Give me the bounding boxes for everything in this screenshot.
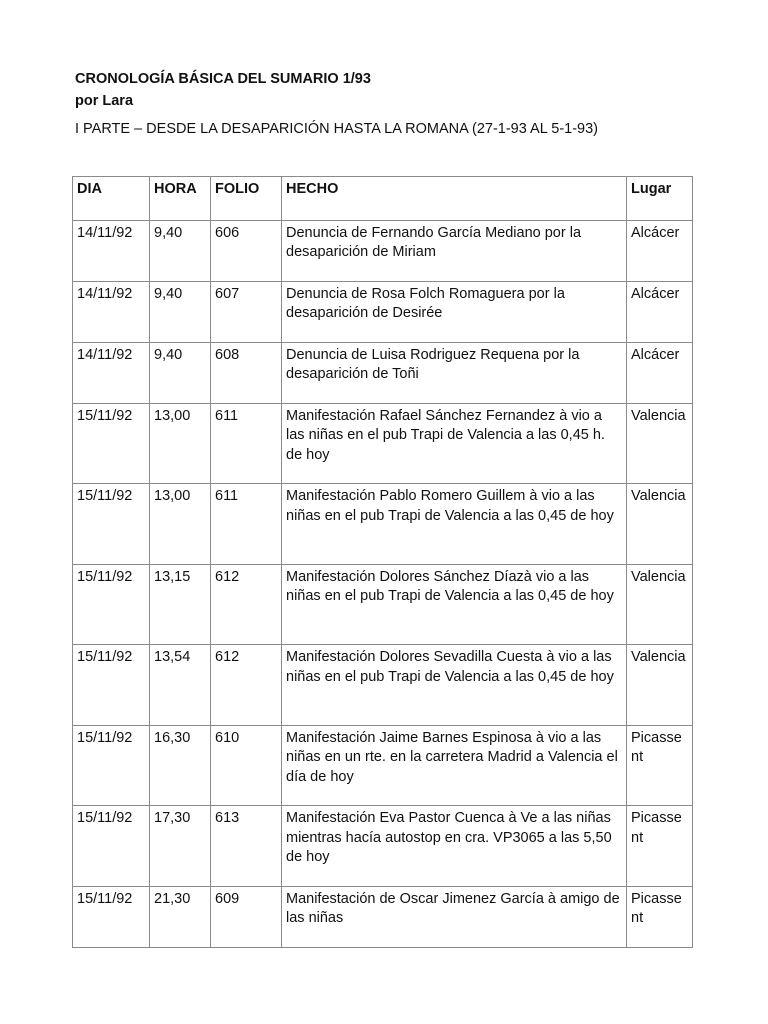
cell-hora: 21,30	[150, 886, 211, 947]
document-title: CRONOLOGÍA BÁSICA DEL SUMARIO 1/93	[75, 71, 371, 87]
table-row	[73, 564, 693, 645]
cell-hora: 13,00	[150, 403, 211, 484]
cell-hora: 13,00	[150, 484, 211, 565]
cell-folio: 611	[211, 484, 282, 565]
cell-lugar: Valencia	[627, 403, 693, 484]
cell-lugar: Alcácer	[627, 220, 693, 281]
cell-lugar: Valencia	[627, 645, 693, 726]
cell-folio: 610	[211, 725, 282, 806]
cell-dia: 14/11/92	[73, 281, 150, 342]
document-author: por Lara	[75, 93, 134, 109]
chronology-table	[72, 176, 693, 948]
cell-folio: 608	[211, 342, 282, 403]
cell-folio: 609	[211, 886, 282, 947]
cell-dia: 15/11/92	[73, 484, 150, 565]
cell-hecho: Manifestación Jaime Barnes Espinosa à vio a las niñas en un rte. en la carretera Madrid a Valencia el día de hoy	[282, 725, 627, 806]
header-hecho: HECHO	[282, 177, 627, 221]
cell-lugar: Picassent	[627, 725, 693, 806]
cell-hora: 17,30	[150, 806, 211, 887]
table-row	[73, 886, 693, 947]
cell-hora: 9,40	[150, 342, 211, 403]
table-row	[73, 342, 693, 403]
cell-folio: 607	[211, 281, 282, 342]
cell-hecho: Denuncia de Rosa Folch Romaguera por la desaparición de Desirée	[282, 281, 627, 342]
cell-folio: 613	[211, 806, 282, 887]
cell-hecho: Denuncia de Luisa Rodriguez Requena por la desaparición de Toñi	[282, 342, 627, 403]
cell-lugar: Picassent	[627, 806, 693, 887]
header-hora: HORA	[150, 177, 211, 221]
table-row	[73, 403, 693, 484]
table-row	[73, 281, 693, 342]
cell-lugar: Valencia	[627, 484, 693, 565]
cell-folio: 611	[211, 403, 282, 484]
cell-dia: 15/11/92	[73, 645, 150, 726]
cell-hora: 13,15	[150, 564, 211, 645]
cell-hecho: Manifestación Pablo Romero Guillem à vio a las niñas en el pub Trapi de Valencia a las 0,45 de hoy	[282, 484, 627, 565]
document-subtitle: I PARTE – DESDE LA DESAPARICIÓN HASTA LA ROMANA (27-1-93 AL 5-1-93)	[75, 121, 598, 137]
header-lugar: Lugar	[627, 177, 693, 221]
cell-dia: 14/11/92	[73, 342, 150, 403]
cell-dia: 15/11/92	[73, 725, 150, 806]
cell-lugar: Alcácer	[627, 342, 693, 403]
header-folio: FOLIO	[211, 177, 282, 221]
cell-dia: 15/11/92	[73, 403, 150, 484]
header-dia: DIA	[73, 177, 150, 221]
cell-hecho: Manifestación Eva Pastor Cuenca à Ve a las niñas mientras hacía autostop en cra. VP3065 a las 5,50 de hoy	[282, 806, 627, 887]
cell-hora: 9,40	[150, 220, 211, 281]
cell-dia: 15/11/92	[73, 564, 150, 645]
cell-hecho: Manifestación de Oscar Jimenez García à amigo de las niñas	[282, 886, 627, 947]
cell-folio: 612	[211, 564, 282, 645]
cell-lugar: Picassent	[627, 886, 693, 947]
cell-lugar: Valencia	[627, 564, 693, 645]
cell-hora: 9,40	[150, 281, 211, 342]
cell-dia: 15/11/92	[73, 806, 150, 887]
table-header-row	[73, 177, 693, 221]
table-row	[73, 220, 693, 281]
cell-hecho: Manifestación Rafael Sánchez Fernandez à vio a las niñas en el pub Trapi de Valencia a las 0,45 h. de hoy	[282, 403, 627, 484]
table-row	[73, 484, 693, 565]
cell-dia: 14/11/92	[73, 220, 150, 281]
table-row	[73, 725, 693, 806]
cell-hecho: Manifestación Dolores Sevadilla Cuesta à vio a las niñas en el pub Trapi de Valencia a las 0,45 de hoy	[282, 645, 627, 726]
cell-hecho: Manifestación Dolores Sánchez Díazà vio a las niñas en el pub Trapi de Valencia a las 0,45 de hoy	[282, 564, 627, 645]
cell-hora: 16,30	[150, 725, 211, 806]
cell-dia: 15/11/92	[73, 886, 150, 947]
cell-folio: 612	[211, 645, 282, 726]
cell-hora: 13,54	[150, 645, 211, 726]
table-row	[73, 645, 693, 726]
cell-folio: 606	[211, 220, 282, 281]
table-row	[73, 806, 693, 887]
cell-lugar: Alcácer	[627, 281, 693, 342]
cell-hecho: Denuncia de Fernando García Mediano por la desaparición de Miriam	[282, 220, 627, 281]
